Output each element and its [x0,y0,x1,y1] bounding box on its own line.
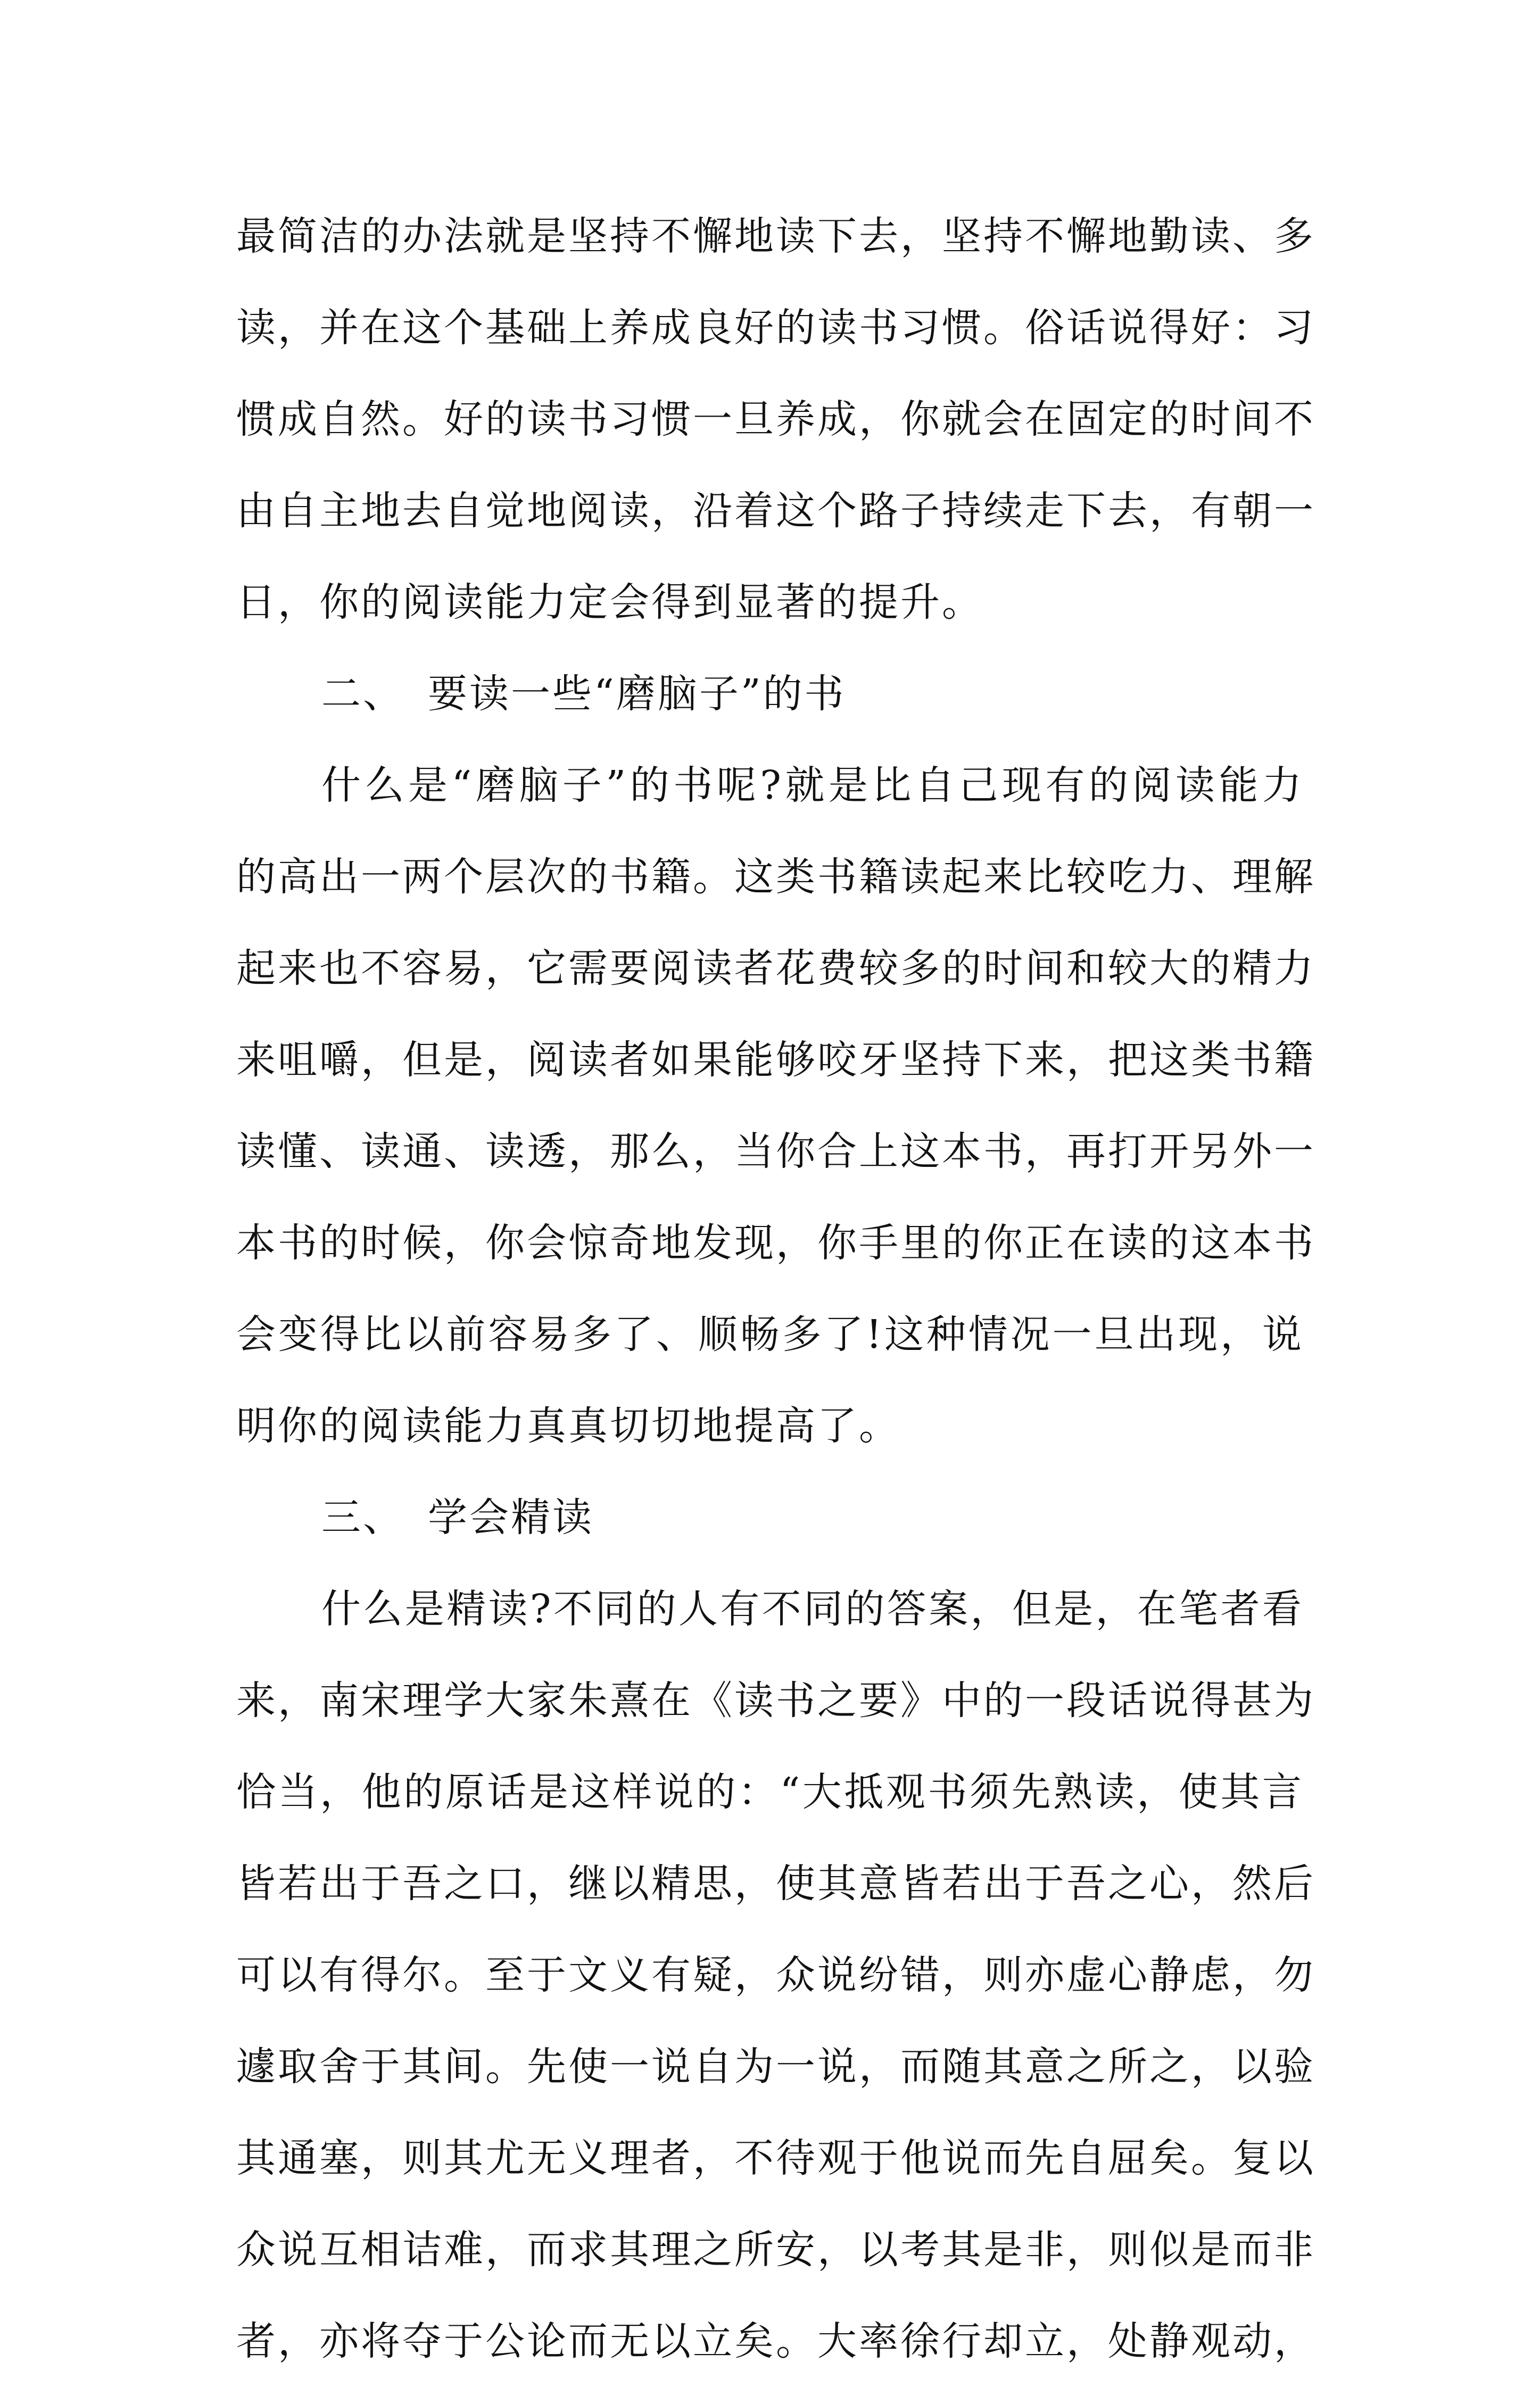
text-line: 者，亦将夺于公论而无以立矣。大率徐行却立，处静观动， [236,2318,1315,2364]
section-title: 要读一些“磨脑子”的书 [428,671,846,717]
paragraph-habit [236,190,1315,648]
text-line: 读懂、读通、读透，那么，当你合上这本书，再打开另外一 [236,1129,1315,1174]
text-line: 什么是“磨脑子”的书呢?就是比自己现有的阅读能力 [321,762,1304,808]
text-line: 本书的时候，你会惊奇地发现，你手里的你正在读的这本书 [236,1220,1315,1266]
text-line: 其通塞，则其尤无义理者，不待观于他说而先自屈矣。复以 [236,2135,1315,2181]
text-line: 惯成自然。好的读书习惯一旦养成，你就会在固定的时间不 [236,396,1315,442]
text-line: 的高出一两个层次的书籍。这类书籍读起来比较吃力、理解 [236,854,1315,900]
text-line: 众说互相诘难，而求其理之所安，以考其是非，则似是而非 [236,2227,1315,2273]
text-line: 日，你的阅读能力定会得到显著的提升。 [236,579,983,625]
paragraph-hard-books [236,740,1315,1472]
text-line: 由自主地去自觉地阅读，沿着这个路子持续走下去，有朝一 [236,488,1315,534]
section-title: 学会精读 [428,1495,594,1540]
text-line: 读，并在这个基础上养成良好的读书习惯。俗话说得好：习 [236,305,1315,351]
text-line: 明你的阅读能力真真切切地提高了。 [236,1403,900,1449]
section-number: 二、 [321,671,404,717]
text-line: 来，南宋理学大家朱熹在《读书之要》中的一段话说得甚为 [236,1678,1315,1723]
section-heading-2 [236,648,1304,740]
text-line: 什么是精读?不同的人有不同的答案，但是，在笔者看 [321,1586,1304,1632]
text-line: 起来也不容易，它需要阅读者花费较多的时间和较大的精力 [236,946,1315,991]
paragraph-intensive-reading [236,1563,1315,2387]
text-line: 遽取舍于其间。先使一说自为一说，而随其意之所之，以验 [236,2044,1315,2090]
text-line: 最简洁的办法就是坚持不懈地读下去，坚持不懈地勤读、多 [236,213,1315,259]
text-line: 会变得比以前容易多了、顺畅多了!这种情况一旦出现，说 [236,1312,1304,1357]
text-line: 来咀嚼，但是，阅读者如果能够咬牙坚持下来，把这类书籍 [236,1037,1315,1083]
body-text [236,190,1315,2387]
text-line: 可以有得尔。至于文义有疑，众说纷错，则亦虚心静虑，勿 [236,1952,1315,1998]
text-line: 恰当，他的原话是这样说的：“大抵观书须先熟读，使其言 [236,1769,1304,1815]
section-number: 三、 [321,1495,404,1540]
section-heading-3 [236,1472,1304,1563]
text-line: 皆若出于吾之口，继以精思，使其意皆若出于吾之心，然后 [236,1861,1315,1907]
